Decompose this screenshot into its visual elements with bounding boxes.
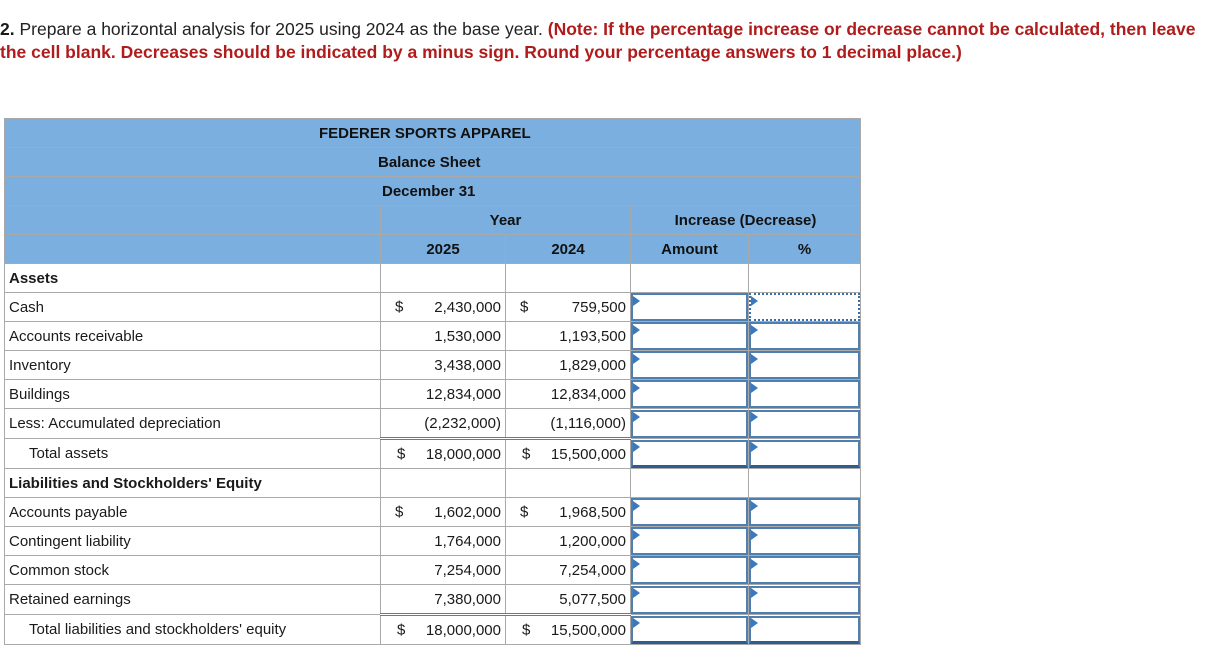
header-row-company <box>5 119 861 148</box>
percent-input[interactable] <box>749 293 860 321</box>
row-label: Inventory <box>5 351 381 380</box>
row-label: Buildings <box>5 380 381 409</box>
value-cell <box>381 615 506 645</box>
table-row <box>5 380 861 409</box>
question-number: 2. <box>0 19 15 39</box>
dollar-sign: $ <box>397 621 406 639</box>
row-label: Retained earnings <box>5 585 381 615</box>
amount-input-cell <box>631 439 749 469</box>
value-cell <box>506 615 631 645</box>
value-text: 1,829,000 <box>559 356 626 374</box>
percent-input[interactable] <box>749 616 860 644</box>
value-text: 12,834,000 <box>425 385 501 403</box>
empty-cell <box>631 469 749 498</box>
total-row <box>5 439 861 469</box>
percent-input[interactable] <box>749 322 860 350</box>
value-cell <box>506 527 631 556</box>
table-row <box>5 293 861 322</box>
value-cell <box>381 498 506 527</box>
dollar-sign: $ <box>522 621 531 639</box>
question-note: (Note: If the percentage increase or decrease cannot be calculated, then leave the cell blank. Decreases should be indicated by a minus sign. Round your percentage answers to 1 decimal place.) <box>0 19 1196 62</box>
amount-input-cell <box>631 498 749 527</box>
value-text: 18,000,000 <box>425 621 501 639</box>
liabilities-heading: Liabilities and Stockholders' Equity <box>5 469 381 498</box>
percent-input-cell <box>749 585 861 615</box>
amount-input[interactable] <box>631 322 748 350</box>
value-cell <box>381 585 506 615</box>
header-row-statement <box>5 148 861 177</box>
empty-cell <box>749 264 861 293</box>
row-label: Total liabilities and stockholders' equity <box>5 615 381 645</box>
percent-input[interactable] <box>749 351 860 379</box>
row-label: Accounts payable <box>5 498 381 527</box>
percent-input-cell <box>749 293 861 322</box>
total-row <box>5 615 861 645</box>
section-row-liabilities <box>5 469 861 498</box>
percent-input[interactable] <box>749 556 860 584</box>
amount-input[interactable] <box>631 293 748 321</box>
row-label: Cash <box>5 293 381 322</box>
amount-input[interactable] <box>631 586 748 614</box>
row-label: Common stock <box>5 556 381 585</box>
value-cell <box>506 556 631 585</box>
amount-input[interactable] <box>631 616 748 644</box>
percent-input-cell <box>749 380 861 409</box>
value-cell <box>506 293 631 322</box>
value-cell <box>381 527 506 556</box>
empty-cell <box>506 469 631 498</box>
dollar-sign: $ <box>520 503 529 521</box>
assets-heading: Assets <box>5 264 381 293</box>
amount-input[interactable] <box>631 351 748 379</box>
row-label: Contingent liability <box>5 527 381 556</box>
amount-input-cell <box>631 527 749 556</box>
value-cell <box>381 409 506 439</box>
value-cell <box>381 293 506 322</box>
value-text: 759,500 <box>571 298 626 316</box>
amount-input[interactable] <box>631 527 748 555</box>
amount-input-cell <box>631 615 749 645</box>
percent-input-cell <box>749 556 861 585</box>
percent-input-cell <box>749 527 861 556</box>
year-header: Year <box>381 206 631 235</box>
value-cell <box>506 322 631 351</box>
dollar-sign: $ <box>395 503 404 521</box>
percent-input[interactable] <box>749 527 860 555</box>
balance-sheet-table <box>4 118 861 645</box>
amount-input[interactable] <box>631 498 748 526</box>
empty-cell <box>631 264 749 293</box>
percent-input[interactable] <box>749 440 860 468</box>
row-label: Less: Accumulated depreciation <box>5 409 381 439</box>
value-text: 7,380,000 <box>434 590 501 608</box>
value-text: 1,764,000 <box>434 532 501 550</box>
dollar-sign: $ <box>522 445 531 463</box>
amount-input[interactable] <box>631 380 748 408</box>
value-text: (2,232,000) <box>424 414 501 432</box>
amount-input-cell <box>631 322 749 351</box>
value-text: 15,500,000 <box>550 445 626 463</box>
value-cell <box>381 351 506 380</box>
value-cell <box>506 380 631 409</box>
value-cell <box>381 380 506 409</box>
percent-input-cell <box>749 322 861 351</box>
dollar-sign: $ <box>520 298 529 316</box>
empty-cell <box>381 264 506 293</box>
value-cell <box>381 556 506 585</box>
table-row <box>5 409 861 439</box>
amount-input[interactable] <box>631 556 748 584</box>
row-label: Total assets <box>5 439 381 469</box>
percent-input-cell <box>749 409 861 439</box>
table-row <box>5 498 861 527</box>
value-cell <box>506 439 631 469</box>
value-cell <box>381 439 506 469</box>
value-text: 2,430,000 <box>434 298 501 316</box>
company-name: FEDERER SPORTS APPAREL <box>5 119 861 148</box>
value-text: 1,602,000 <box>434 503 501 521</box>
amount-input[interactable] <box>631 440 748 468</box>
percent-input-cell <box>749 615 861 645</box>
section-row-assets <box>5 264 861 293</box>
amount-input-cell <box>631 556 749 585</box>
amount-header: Amount <box>631 235 749 264</box>
table-row <box>5 585 861 615</box>
header-blank <box>5 206 381 235</box>
dollar-sign: $ <box>395 298 404 316</box>
percent-input-cell <box>749 498 861 527</box>
change-header: Increase (Decrease) <box>631 206 861 235</box>
value-text: 1,968,500 <box>559 503 626 521</box>
header-row-groups <box>5 206 861 235</box>
value-text: 7,254,000 <box>434 561 501 579</box>
empty-cell <box>749 469 861 498</box>
value-text: 5,077,500 <box>559 590 626 608</box>
value-text: 1,193,500 <box>559 327 626 345</box>
dollar-sign: $ <box>397 445 406 463</box>
amount-input[interactable] <box>631 410 748 438</box>
percent-input[interactable] <box>749 586 860 614</box>
value-text: 1,530,000 <box>434 327 501 345</box>
value-cell <box>506 585 631 615</box>
question-instructions <box>0 18 1200 64</box>
value-text: 7,254,000 <box>559 561 626 579</box>
table-row <box>5 351 861 380</box>
value-cell <box>381 322 506 351</box>
value-text: 15,500,000 <box>550 621 626 639</box>
percent-input-cell <box>749 351 861 380</box>
percent-input[interactable] <box>749 380 860 408</box>
value-cell <box>506 351 631 380</box>
amount-input-cell <box>631 293 749 322</box>
table-row <box>5 322 861 351</box>
amount-input-cell <box>631 351 749 380</box>
value-text: (1,116,000) <box>550 414 626 432</box>
percent-input[interactable] <box>749 498 860 526</box>
percent-header: % <box>749 235 861 264</box>
statement-title: Balance Sheet <box>5 148 861 177</box>
percent-input-cell <box>749 439 861 469</box>
row-label: Accounts receivable <box>5 322 381 351</box>
value-text: 18,000,000 <box>425 445 501 463</box>
value-cell <box>506 409 631 439</box>
col-2025-header: 2025 <box>381 235 506 264</box>
value-text: 12,834,000 <box>550 385 626 403</box>
header-row-columns <box>5 235 861 264</box>
value-text: 3,438,000 <box>434 356 501 374</box>
question-text: Prepare a horizontal analysis for 2025 using 2024 as the base year. <box>19 19 543 39</box>
empty-cell <box>381 469 506 498</box>
statement-date: December 31 <box>5 177 861 206</box>
table-row <box>5 527 861 556</box>
table-row <box>5 556 861 585</box>
header-row-date <box>5 177 861 206</box>
col-2024-header: 2024 <box>506 235 631 264</box>
empty-cell <box>506 264 631 293</box>
percent-input[interactable] <box>749 410 860 438</box>
header-blank <box>5 235 381 264</box>
amount-input-cell <box>631 409 749 439</box>
value-text: 1,200,000 <box>559 532 626 550</box>
amount-input-cell <box>631 380 749 409</box>
value-cell <box>506 498 631 527</box>
amount-input-cell <box>631 585 749 615</box>
